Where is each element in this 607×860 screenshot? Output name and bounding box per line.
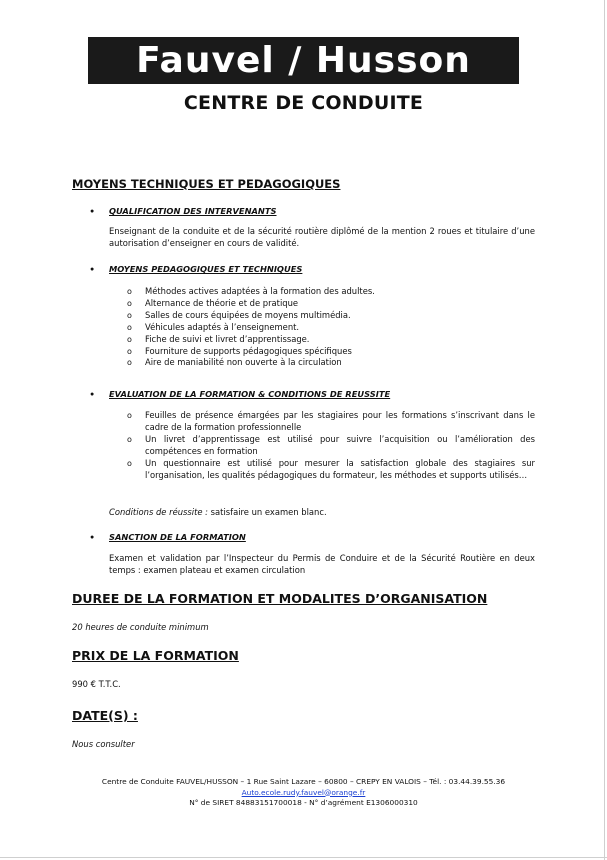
page-edge-right <box>604 0 605 860</box>
list-item: o Un questionnaire est utilisé pour mesurer la satisfaction globale des stagiaires sur l’organisation, les qualités pédagogiques du formateur, les méthodes et supports utilisés… <box>127 458 535 482</box>
bullet-marker: ● <box>90 534 95 541</box>
sanction-text: Examen et validation par l’Inspecteur du Permis de Conduire et de la Sécurité Routière en deux temps : examen plateau et examen circulation <box>109 553 535 575</box>
subheading-moyens: MOYENS PEDAGOGIQUES ET TECHNIQUES <box>109 264 303 274</box>
subheading-qualification: QUALIFICATION DES INTERVENANTS <box>109 206 277 216</box>
conditions-reussite <box>109 507 327 517</box>
section-title-moyens: MOYENS TECHNIQUES ET PEDAGOGIQUES <box>72 177 341 191</box>
list-item: o Feuilles de présence émargées par les stagiaires pour les formations s’inscrivant dans le cadre de la formation professionnelle <box>127 410 535 434</box>
list-item: o Aire de maniabilité non ouverte à la circulation <box>127 357 535 369</box>
list-item: o Alternance de théorie et de pratique <box>127 298 535 310</box>
moyens-list <box>127 286 535 369</box>
dates-text: Nous consulter <box>72 739 135 749</box>
list-item: o Fiche de suivi et livret d’apprentissage. <box>127 334 535 346</box>
subheading-evaluation: EVALUATION DE LA FORMATION & CONDITIONS DE REUSSITE <box>109 389 391 399</box>
duree-text: 20 heures de conduite minimum <box>72 622 209 632</box>
evaluation-list <box>127 410 535 481</box>
page-footer <box>60 777 547 809</box>
brand-banner: Fauvel / Husson <box>88 37 519 84</box>
bullet-marker: ● <box>90 208 95 215</box>
section-title-prix: PRIX DE LA FORMATION <box>72 648 239 663</box>
list-item: o Un livret d’apprentissage est utilisé pour suivre l’acquisition ou l’amélioration des compétences en formation <box>127 434 535 458</box>
footer-address: Centre de Conduite FAUVEL/HUSSON – 1 Rue Saint Lazare – 60800 – CREPY EN VALOIS – Tél. : 03.44.39.55.36 <box>101 777 506 786</box>
section-title-dates: DATE(S) : <box>72 708 138 723</box>
prix-text: 990 € T.T.C. <box>72 679 121 689</box>
section-title-duree: DUREE DE LA FORMATION ET MODALITES D’ORGANISATION <box>72 591 488 606</box>
list-item: o Salles de cours équipées de moyens multimédia. <box>127 310 535 322</box>
footer-email-link[interactable]: Auto.ecole.rudy.fauvel@orange.fr <box>241 787 366 797</box>
subheading-sanction: SANCTION DE LA FORMATION <box>109 532 246 542</box>
list-item: o Véhicules adaptés à l’enseignement. <box>127 322 535 334</box>
conditions-label: Conditions de réussite : <box>109 507 208 517</box>
bullet-marker: ● <box>90 266 95 273</box>
bullet-marker: ● <box>90 391 95 398</box>
list-item: o Méthodes actives adaptées à la formation des adultes. <box>127 286 535 298</box>
list-item: o Fourniture de supports pédagogiques spécifiques <box>127 346 535 358</box>
page-subtitle: CENTRE DE CONDUITE <box>183 92 424 114</box>
footer-registration: N° de SIRET 84883151700018 - N° d’agrément E1306000310 <box>189 798 418 807</box>
page-edge-bottom <box>0 857 607 858</box>
qualification-text: Enseignant de la conduite et de la sécurité routière diplômé de la mention 2 roues et titulaire d’une autorisation d’enseigner en cours de validité. <box>109 226 535 248</box>
conditions-value: satisfaire un examen blanc. <box>208 507 327 517</box>
